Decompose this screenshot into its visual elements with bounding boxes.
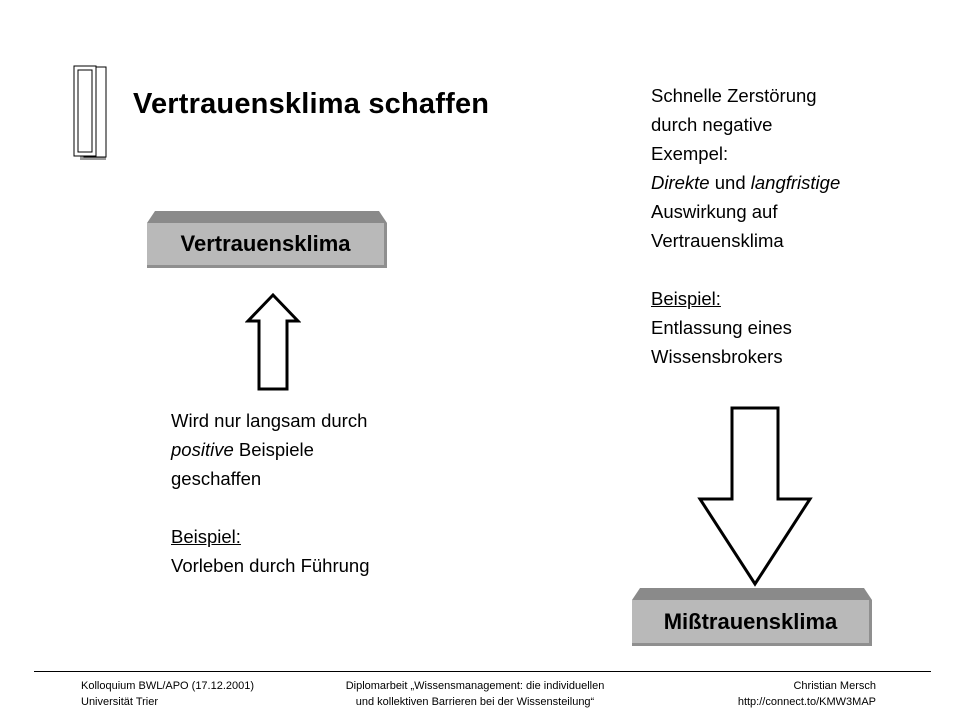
footer-left — [81, 678, 254, 710]
footer-colloquium: Kolloquium BWL/APO (17.12.2001) — [81, 680, 255, 692]
arrow-down-icon — [697, 405, 813, 587]
box-top-face — [632, 588, 872, 600]
left-line-1: Wird nur langsam durch — [171, 410, 368, 431]
right-line-4 — [651, 168, 911, 197]
left-italic-positive: positive — [171, 439, 234, 460]
footer-author: Christian Mersch — [793, 680, 876, 692]
right-line-6: Vertrauensklima — [651, 230, 784, 251]
distrust-climate-box — [632, 588, 872, 646]
footer-thesis-line-2: und kollektiven Barrieren bei der Wissensteilung“ — [355, 696, 595, 708]
right-line-4-mid: und — [709, 172, 751, 193]
right-line-5: Auswirkung auf — [651, 201, 778, 222]
left-line-2 — [171, 435, 411, 464]
footer-thesis-line-1: Diplomarbeit „Wissensmanagement: die individuellen — [345, 680, 605, 692]
bracket-bar-icon — [72, 64, 108, 162]
box-top-face — [147, 211, 387, 223]
footer-url: http://connect.to/KMW3MAP — [737, 696, 876, 708]
trust-climate-label: Vertrauensklima — [147, 223, 387, 268]
right-line-1: Schnelle Zerstörung — [651, 85, 817, 106]
right-line-3: Exempel: — [651, 143, 729, 164]
left-example-text: Vorleben durch Führung — [171, 555, 370, 576]
footer-divider — [34, 671, 931, 672]
left-line-3: geschaffen — [171, 468, 262, 489]
right-line-2: durch negative — [651, 114, 773, 135]
right-italic-direkte: Direkte — [651, 172, 710, 193]
left-line-2-rest: Beispiele — [233, 439, 314, 460]
left-text-block — [171, 406, 411, 580]
left-example-label: Beispiel: — [171, 526, 241, 547]
page-title: Vertrauensklima schaffen — [133, 88, 490, 120]
footer-right — [738, 678, 876, 710]
distrust-climate-label: Mißtrauensklima — [632, 600, 872, 646]
arrow-up-icon — [245, 292, 301, 392]
footer-middle — [340, 678, 610, 710]
right-example-line-2: Wissensbrokers — [651, 346, 783, 367]
trust-climate-box — [147, 211, 387, 268]
footer-university: Universität Trier — [81, 696, 159, 708]
right-text-block — [651, 81, 911, 371]
right-example-line-1: Entlassung eines — [651, 317, 792, 338]
right-example-label: Beispiel: — [651, 288, 721, 309]
right-italic-langfristige: langfristige — [750, 172, 841, 193]
